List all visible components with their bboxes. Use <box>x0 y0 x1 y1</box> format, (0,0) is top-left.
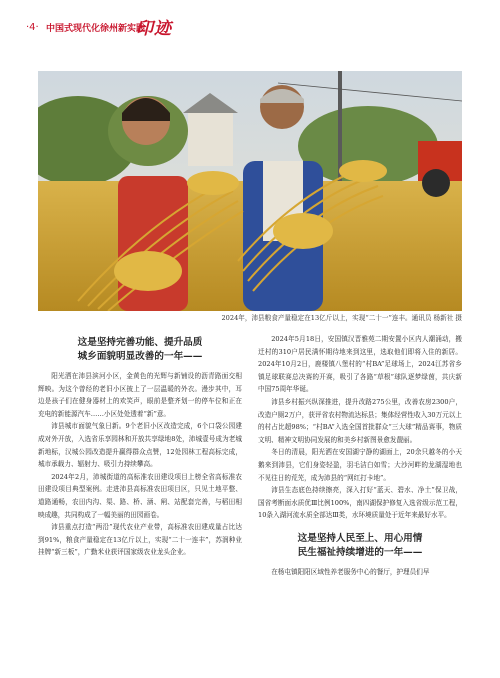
paragraph: 冬日的清晨，阳光洒在安国湖宁静的湖面上，20余只越冬的小天鹅来到沛县，它们身姿轻盈，羽毛洁白如雪；大沙河畔的龙湖湿地也不见往日的荒芜，成为沛县的“网红打卡地”。 <box>258 448 462 482</box>
subhead-line: 这是坚持人民至上、用心用情 <box>297 532 423 544</box>
paragraph: 2024年5月18日，安国镇汉晋雅苑二期安置小区内人潮涌动，搬迁村的310户居民满怀期待地来到这里，选取他们即将入住的新居。2024年10月2日，鹿楼镇八堡村的“村BA”足球场上，2024江苏省乡镇足球联赛总决赛的开赛，吸引了各路“草根”球队逐梦绿茵，共庆新中国75周年华诞。 <box>258 335 462 394</box>
page-header <box>26 16 486 38</box>
subhead-line: 城乡面貌明显改善的一年—— <box>77 351 203 362</box>
page-number: ·4· <box>26 22 39 33</box>
paragraph: 2024年2月，沛城街道的高标准农田建设项目上榜全省高标准农田建设项目典型案例。走进沛县高标准农田项目区，只见土地平整、道路通畅，农田内沟、渠、路、桥、涵、闸、站配套完善，与稻田相映成趣，共同构成了一幅美丽的田园画卷。 <box>38 472 242 519</box>
paragraph: 沛县乡村振兴纵深推进，提升改路275公里，改善农房2300户，改造户厕2万户，获评省农村物流达标县；集体经营性收入30万元以上的村占比超98%；“村BA”入选全国首批群众“三大球”精品赛事，物质文明、精神文明协同发展的和美乡村新图景愈发靓丽。 <box>258 397 462 444</box>
right-column <box>258 333 462 579</box>
subhead-line: 民生福祉持续增进的一年—— <box>297 546 423 558</box>
paragraph: 沛县重点打造“两沿”现代农业产业带，高标准农田建成量占比达到91%，粮食产量稳定在13亿斤以上，实现“二十一连丰”，苏润种业挂牌“新三板”，广勤米业获评国家级农业龙头企业。 <box>38 523 242 557</box>
paragraph: 沛县生态底色持续擦亮，深入打好“蓝天、碧水、净土”保卫战，国省考断面水质优Ⅲ比例100%，南四湖保护修复入选省级示范工程，10条入湖河流水质全部达Ⅲ类，水环境质量处于近年来最好水平。 <box>258 486 462 520</box>
section-title: 中国式现代化徐州新实践 <box>46 24 146 34</box>
photo-caption: 2024年，沛县粮食产量稳定在13亿斤以上，实现“二十一”连丰。通讯员 杨新社 摄 <box>221 314 462 322</box>
left-column <box>38 336 242 559</box>
subhead-line: 这是坚持完善功能、提升品质 <box>77 337 203 348</box>
paragraph: 在杨屯镇阳阳区域性养老服务中心的餐厅，护理员们早 <box>271 567 430 576</box>
paragraph: 沛县城市面貌气象日新。9个老旧小区改造完成，6个口袋公园建成对外开放，入选省乐享园林和开放共享绿地8处，沛城壹号成为老城新地标，汉城公园改造提升赢得群众点赞，12处园林工程高标完成，城市承载力、辐射力、吸引力持续攀高。 <box>38 422 242 469</box>
harvest-photo <box>38 71 462 311</box>
paragraph: 阳光洒在沛县滨河小区，金黄色的光辉与新铺设的沥青路面交相辉映。为这个曾经的老旧小区披上了一层温暖的外衣。漫步其中，耳边是孩子们在健身器材上的欢笑声，眼前是整齐划一的停车位和正在充电的新能源汽车……小区处处透着“新”意。 <box>38 372 242 418</box>
section-subhead <box>258 532 462 560</box>
section-subhead <box>38 336 242 364</box>
brand-logo: 印迹 <box>136 19 172 39</box>
